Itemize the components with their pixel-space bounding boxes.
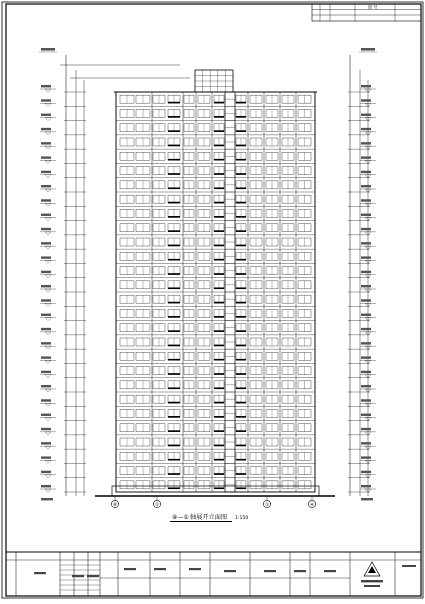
- level-value-text-block: [361, 314, 371, 316]
- balcony-rail: [214, 416, 224, 418]
- balcony-rail: [236, 373, 246, 375]
- level-value-text-block: [361, 285, 371, 287]
- level-value-text-block: [41, 199, 51, 201]
- balcony-rail: [236, 187, 246, 189]
- level-value-text-block: [361, 342, 371, 344]
- level-value-text-block: [41, 442, 51, 444]
- level-value-text-block: [41, 228, 51, 230]
- title-block-text-block: [264, 570, 276, 572]
- level-value-text-block: [361, 99, 371, 101]
- balcony-rail: [236, 245, 246, 247]
- balcony-rail: [236, 216, 246, 218]
- level-value-text-block: [361, 185, 371, 187]
- level-value-text-block: [41, 114, 51, 116]
- balcony-rail: [214, 259, 224, 261]
- balcony-rail: [168, 287, 180, 289]
- drawing-scale: 1:150: [235, 516, 249, 521]
- level-value-text-block: [41, 356, 51, 358]
- company-name-text-block: [361, 580, 383, 582]
- balcony-rail: [168, 430, 180, 432]
- level-value-text-block: [361, 399, 371, 401]
- balcony-rail: [214, 230, 224, 232]
- top-level-text-block: [41, 48, 55, 51]
- balcony-rail: [168, 202, 180, 204]
- balcony-rail: [236, 173, 246, 175]
- balcony-rail: [214, 302, 224, 304]
- level-value-text-block: [361, 242, 371, 244]
- sheet-note-text-block: [402, 565, 416, 567]
- level-value-text-block: [41, 85, 51, 87]
- level-value-text-block: [361, 271, 371, 273]
- balcony-rail: [168, 245, 180, 247]
- balcony-rail: [236, 330, 246, 332]
- level-value-text-block: [41, 399, 51, 401]
- level-value-text-block: [41, 185, 51, 187]
- level-value-text-block: [361, 356, 371, 358]
- level-value-text-block: [361, 471, 371, 473]
- balcony-rail: [236, 159, 246, 161]
- title-block-text-block: [87, 575, 99, 577]
- level-value-text-block: [41, 299, 51, 301]
- title-block-text-block: [34, 572, 46, 574]
- level-value-text-block: [361, 328, 371, 330]
- level-value-text-block: [41, 371, 51, 373]
- balcony-rail: [168, 359, 180, 361]
- level-value-text-block: [361, 414, 371, 416]
- balcony-rail: [214, 487, 224, 489]
- level-value-text-block: [41, 128, 51, 130]
- level-value-text-block: [361, 156, 371, 158]
- axis-label: ⑧: [112, 503, 118, 508]
- balcony-rail: [168, 302, 180, 304]
- axis-label: ①: [264, 503, 270, 508]
- level-value-text-block: [41, 142, 51, 144]
- balcony-rail: [214, 145, 224, 147]
- drawing-title-text: 轴展开立面图: [190, 514, 228, 521]
- title-block-text-block: [294, 570, 306, 572]
- title-block-text-block: [72, 575, 84, 577]
- balcony-rail: [214, 130, 224, 132]
- balcony-rail: [168, 459, 180, 461]
- balcony-rail: [214, 202, 224, 204]
- balcony-rail: [236, 130, 246, 132]
- balcony-rail: [214, 159, 224, 161]
- balcony-rail: [168, 116, 180, 118]
- balcony-rail: [168, 273, 180, 275]
- axis-label: ①: [154, 503, 160, 508]
- balcony-rail: [214, 459, 224, 461]
- balcony-rail: [168, 416, 180, 418]
- title-block-text-block: [154, 568, 166, 570]
- balcony-rail: [168, 387, 180, 389]
- ground-level-text-block: [41, 498, 53, 500]
- balcony-rail: [168, 102, 180, 104]
- balcony-rail: [236, 259, 246, 261]
- balcony-rail: [168, 316, 180, 318]
- balcony-rail: [168, 402, 180, 404]
- level-value-text-block: [361, 214, 371, 216]
- balcony-rail: [168, 130, 180, 132]
- level-value-text-block: [41, 171, 51, 173]
- balcony-rail: [236, 445, 246, 447]
- balcony-rail: [236, 316, 246, 318]
- title-block-text-block: [189, 568, 201, 570]
- balcony-rail: [168, 445, 180, 447]
- level-value-text-block: [361, 85, 371, 87]
- level-value-text-block: [41, 328, 51, 330]
- level-value-text-block: [361, 456, 371, 458]
- drawing-title-marker: ⑧—①: [172, 514, 189, 521]
- balcony-rail: [214, 373, 224, 375]
- balcony-rail: [236, 387, 246, 389]
- level-value-text-block: [41, 285, 51, 287]
- level-value-text-block: [41, 214, 51, 216]
- balcony-rail: [214, 430, 224, 432]
- balcony-rail: [236, 302, 246, 304]
- level-value-text-block: [41, 314, 51, 316]
- title-block-text-block: [124, 568, 136, 570]
- top-level-text-block: [361, 48, 375, 51]
- balcony-rail: [168, 145, 180, 147]
- balcony-rail: [168, 345, 180, 347]
- balcony-rail: [214, 116, 224, 118]
- level-value-text-block: [41, 242, 51, 244]
- balcony-rail: [214, 287, 224, 289]
- balcony-rail: [168, 259, 180, 261]
- balcony-rail: [236, 287, 246, 289]
- balcony-rail: [214, 316, 224, 318]
- level-value-text-block: [361, 199, 371, 201]
- balcony-rail: [168, 473, 180, 475]
- balcony-rail: [236, 345, 246, 347]
- balcony-rail: [214, 402, 224, 404]
- balcony-rail: [168, 330, 180, 332]
- balcony-rail: [236, 473, 246, 475]
- balcony-rail: [168, 159, 180, 161]
- level-value-text-block: [361, 171, 371, 173]
- level-value-text-block: [41, 256, 51, 258]
- balcony-rail: [236, 102, 246, 104]
- balcony-rail: [214, 245, 224, 247]
- balcony-rail: [214, 473, 224, 475]
- balcony-rail: [214, 330, 224, 332]
- level-value-text-block: [361, 299, 371, 301]
- balcony-rail: [214, 173, 224, 175]
- level-value-text-block: [41, 99, 51, 101]
- balcony-rail: [236, 230, 246, 232]
- balcony-rail: [236, 430, 246, 432]
- level-value-text-block: [361, 114, 371, 116]
- level-value-text-block: [361, 142, 371, 144]
- balcony-rail: [168, 373, 180, 375]
- level-value-text-block: [41, 414, 51, 416]
- level-value-text-block: [361, 442, 371, 444]
- balcony-rail: [236, 459, 246, 461]
- balcony-rail: [236, 487, 246, 489]
- balcony-rail: [214, 102, 224, 104]
- balcony-rail: [214, 216, 224, 218]
- level-value-text-block: [41, 485, 51, 487]
- level-value-text-block: [41, 271, 51, 273]
- level-value-text-block: [361, 128, 371, 130]
- level-value-text-block: [361, 485, 371, 487]
- balcony-rail: [214, 445, 224, 447]
- balcony-rail: [214, 345, 224, 347]
- level-value-text-block: [361, 256, 371, 258]
- title-block-text-block: [324, 570, 336, 572]
- level-value-text-block: [41, 156, 51, 158]
- revision-label: 图 号: [368, 4, 378, 10]
- balcony-rail: [214, 273, 224, 275]
- level-value-text-block: [361, 385, 371, 387]
- title-block-text-block: [224, 570, 236, 572]
- balcony-rail: [214, 387, 224, 389]
- balcony-rail: [168, 216, 180, 218]
- level-value-text-block: [41, 471, 51, 473]
- balcony-rail: [236, 202, 246, 204]
- balcony-rail: [214, 359, 224, 361]
- balcony-rail: [168, 487, 180, 489]
- level-value-text-block: [41, 428, 51, 430]
- axis-label: ④: [309, 503, 315, 508]
- balcony-rail: [168, 187, 180, 189]
- ground-level-text-block: [361, 498, 373, 500]
- level-value-text-block: [41, 342, 51, 344]
- balcony-rail: [236, 273, 246, 275]
- balcony-rail: [236, 416, 246, 418]
- balcony-rail: [236, 145, 246, 147]
- balcony-rail: [214, 187, 224, 189]
- level-value-text-block: [361, 371, 371, 373]
- level-value-text-block: [361, 228, 371, 230]
- level-value-text-block: [41, 385, 51, 387]
- balcony-rail: [236, 116, 246, 118]
- balcony-rail: [236, 359, 246, 361]
- level-value-text-block: [361, 428, 371, 430]
- balcony-rail: [168, 173, 180, 175]
- level-value-text-block: [41, 456, 51, 458]
- balcony-rail: [168, 230, 180, 232]
- company-name-text-block: [364, 585, 380, 587]
- balcony-rail: [236, 402, 246, 404]
